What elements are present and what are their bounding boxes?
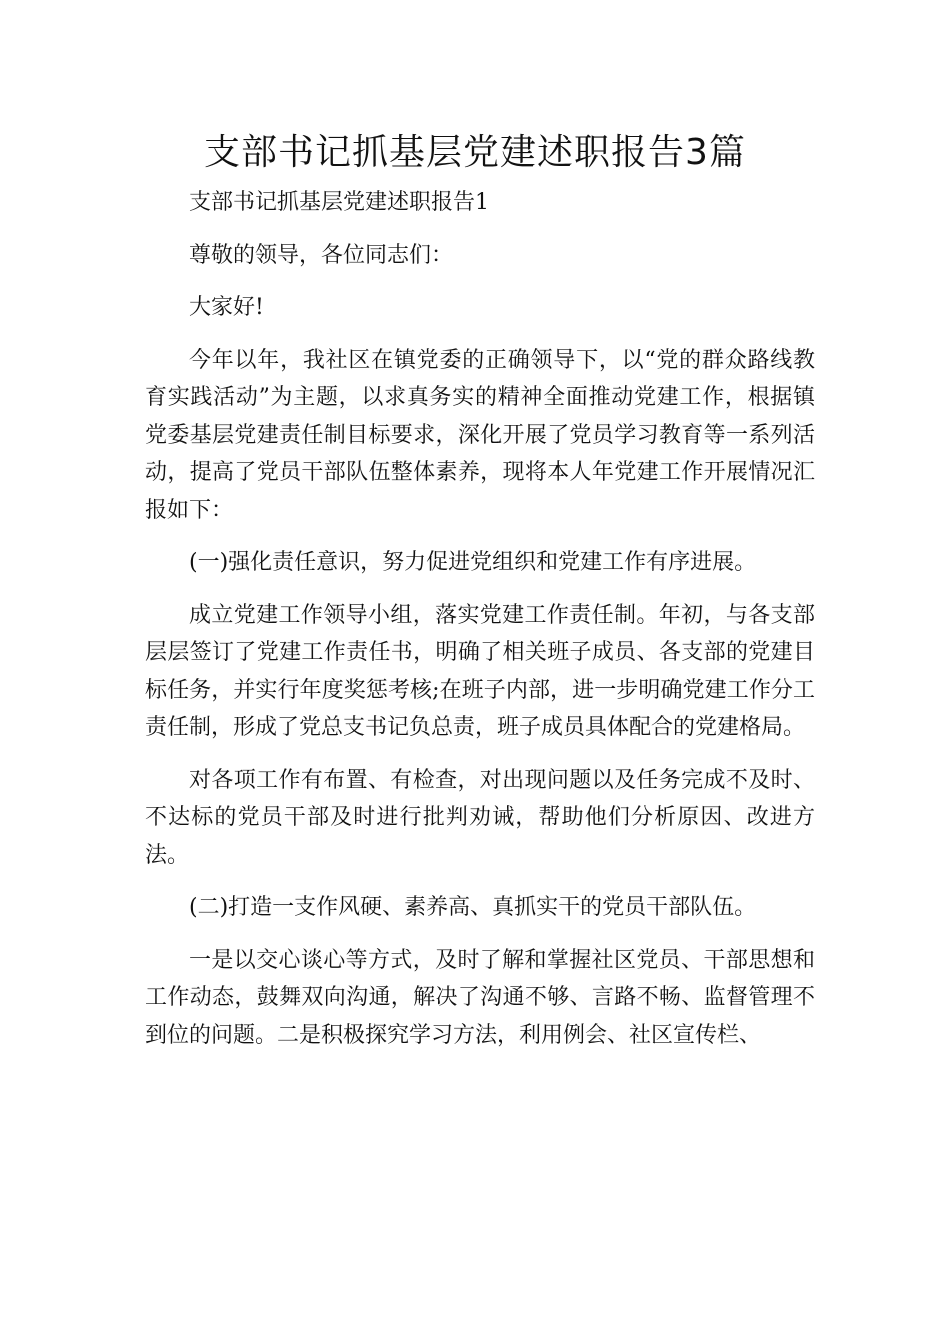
paragraph-section-1-body: 成立党建工作领导小组，落实党建工作责任制。年初，与各支部层层签订了党建工作责任书，明确了相关班子成员、各支部的党建目标任务，并实行年度奖惩考核;在班子内部，进一步明确党建工作分工责任制，形成了党总支书记负总责，班子成员具体配合的党建格局。 [145, 602, 815, 740]
paragraph-section-1-heading: (一)强化责任意识，努力促进党组织和党建工作有序进展。 [189, 550, 757, 575]
paragraph-salutation: 尊敬的领导，各位同志们： [189, 242, 454, 268]
paragraph-section-2-body: 一是以交心谈心等方式，及时了解和掌握社区党员、干部思想和工作动态，鼓舞双向沟通，解决了沟通不够、言路不畅、监督管理不到位的问题。二是积极探究学习方法，利用例会、社区宣传栏、 [145, 947, 815, 1048]
paragraph-intro: 今年以年，我社区在镇党委的正确领导下，以“党的群众路线教育实践活动”为主题，以求真务实的精神全面推动党建工作，根据镇党委基层党建责任制目标要求，深化开展了党员学习教育等一系列活动，提高了党员干部队伍整体素养，现将本人年党建工作开展情况汇报如下： [145, 347, 815, 523]
paragraph-subtitle: 支部书记抓基层党建述职报告1 [189, 190, 489, 215]
document-title: 支部书记抓基层党建述职报告3篇 [204, 132, 746, 173]
paragraph-greeting: 大家好! [189, 295, 264, 320]
document-body [145, 184, 815, 1054]
paragraph-section-2-heading: (二)打造一支作风硬、素养高、真抓实干的党员干部队伍。 [189, 895, 757, 920]
paragraph-section-1-followup: 对各项工作有布置、有检查，对出现问题以及任务完成不及时、不达标的党员干部及时进行批判劝诫，帮助他们分析原因、改进方法。 [145, 767, 815, 868]
